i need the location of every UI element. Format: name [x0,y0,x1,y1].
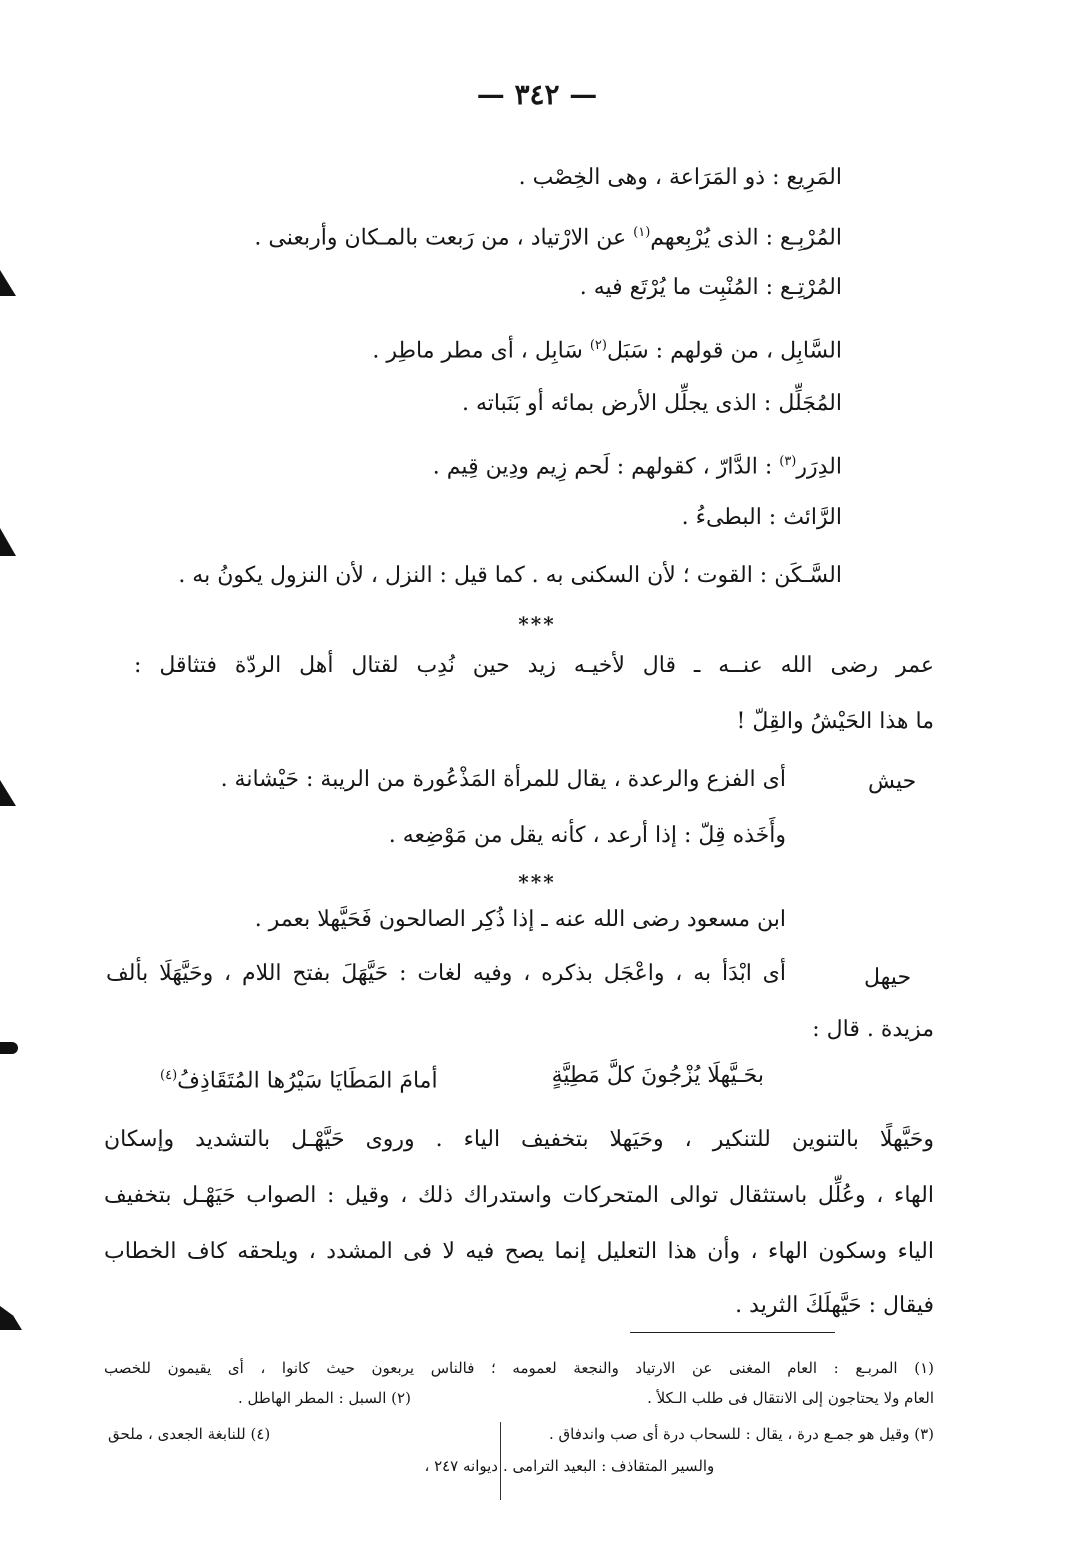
footnote-column-divider [500,1422,501,1500]
side-label-haysh: حيش [868,769,917,794]
entry-alsabil-head: السَّابِل ، من قولهم : سَبَل [606,338,842,364]
scan-edge-mark [0,270,16,296]
scan-edge-mark [0,528,16,556]
entry-aldirar-rest: : الدَّارّ ، كقولهم : لَحم زِيم ودِين قِيم . [432,454,773,480]
scan-edge-mark [0,1042,18,1054]
verse-left-text: أمامَ المَطَايَا سَيْرُها المُتَقَاذِفُ [177,1068,438,1094]
footnote-rule [630,1332,835,1333]
footnote-4-line-1: (٤) للنابغة الجعدى ، ملحق [108,1425,271,1443]
footnote-mark-2: (٢) [589,338,607,353]
footnote-mark-1: (١) [633,225,651,240]
scan-edge-mark [0,780,16,806]
footnote-2: (٢) السبل : المطر الهاطل . [238,1389,411,1407]
entry-aldirar [433,446,842,483]
entry-almurbi [254,217,842,254]
footnote-3-line-1: (٣) وقيل هو جمـع درة ، يقال : للسحاب درة أى صب واندفاق . [548,1425,934,1443]
footnote-1-line-2: العام ولا يحتاجون إلى الانتقال فى طلب الـكلأ . [647,1389,934,1407]
entry-almaree: المَرِيع : ذو المَرَاعة ، وهى الخِصْب . [518,165,842,190]
haysh-line-1: أى الفزع والرعدة ، يقال للمرأة المَذْعُورة من الريبة : حَيْشانة . [220,767,786,792]
entry-almurti: المُرْتِـع : المُنْبِت ما يُرْتَع فيه . [579,275,842,300]
verse-right-hemistich: بحَـيَّهلَا يُزْجُونَ كلَّ مَطِيَّةٍ [551,1063,764,1088]
entry-alraith: الرَّائث : البطىءُ . [681,505,842,530]
hadith-ibn-masud: ابن مسعود رضى الله عنه ـ إذا ذُكِر الصالحون فَحَيَّهلا بعمر . [254,907,786,932]
hayhal-line-1: أى ابْدَأ به ، واعْجَل بذكره ، وفيه لغات : حَيَّهَلَ بفتح اللام ، وحَيَّهَلَا بألف [106,961,786,986]
hayhal-line-5: الياء وسكون الهاء ، وأن هذا التعليل إنما يصح فيه لا فى المشدد ، ويلحقه كاف الخطاب [104,1239,934,1264]
hadith-omar-line-1: عمر رضى الله عنــه ـ قال لأخيـه زيد حين نُدِب لقتال أهل الردّة فتثاقل : [134,653,935,678]
page-number: — ٣٤٢ — [476,78,598,111]
entry-almurbi-head: المُرْبِـع : الذى يُرْبِعهم [650,225,842,251]
entry-alsabil [372,330,842,367]
scan-edge-mark [0,1306,22,1330]
entry-almujallil: المُجَلِّل : الذى يجلِّل الأرض بمائه أو بَنَباته . [462,391,842,416]
hayhal-line-4: الهاء ، وعُلِّل باستثقال توالى المتحركات واستدراك ذلك ، وقيل : الصواب حَيَهْـل بتخفيف [104,1183,934,1208]
hadith-omar-line-2: ما هذا الحَيْشُ والقِلّ ! [736,709,934,734]
haysh-line-2: وأَخَذه قِلّ : إذا أرعد ، كأنه يقل من مَوْضِعه . [388,823,786,848]
footnote-mark-4: (٤) [160,1068,178,1083]
footnote-4-line-2: ديوانه ٢٤٧ ، [424,1457,498,1475]
hayhal-line-3: وحَيَّهلًا بالتنوين للتنكير ، وحَيَهلا بتخفيف الياء . وروى حَيَّهْـل بالتشديد وإسكان [104,1127,934,1152]
hayhal-line-6: فيقال : حَيَّهلَكَ الثريد . [735,1293,934,1318]
verse-left-hemistich [160,1060,438,1097]
side-label-hayhal: حيهل [864,965,912,990]
footnote-mark-3: (٣) [779,454,797,469]
entry-alsakan: السَّـكَن : القوت ؛ لأن السكنى به . كما قيل : النزل ، لأن النزول يكونُ به . [178,563,842,588]
entry-aldirar-head: الدِرَر [796,454,842,480]
footnote-1-line-1: (١) المربـع : العام المغنى عن الارتياد والنجعة لعمومه ؛ فالناس يربعون حيث كانوا ، أى يقيمون للخصب [104,1359,934,1377]
entry-alsabil-rest: سَابِل ، أى مطر ماطِر . [372,338,583,364]
separator-stars-2: *** [518,870,556,894]
entry-almurbi-rest: عن الارْتياد ، من رَبعت بالمـكان وأربعنى . [254,225,627,251]
separator-stars-1: *** [518,612,556,636]
hayhal-line-2: مزيدة . قال : [812,1017,934,1042]
footnote-3-line-2: والسير المتقاذف : البعيد الترامى . [503,1457,715,1475]
